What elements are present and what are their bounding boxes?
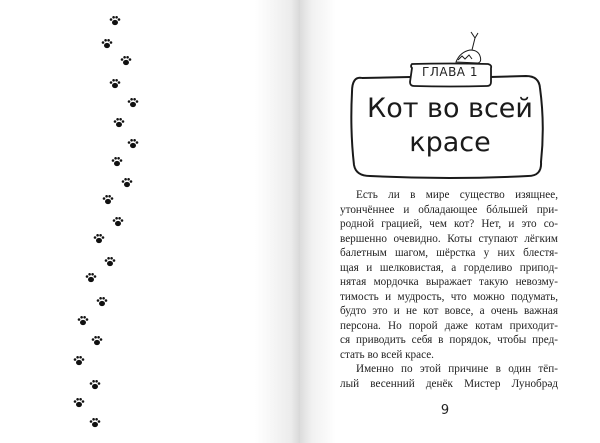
paw-print-icon <box>121 177 133 189</box>
text-line: персона. Но порой даже котам приходит- <box>340 319 558 332</box>
paw-print-icon <box>102 194 114 206</box>
text-line: нятая мордочка выражает такую невозму- <box>340 276 558 288</box>
text-line: вершенно очевидно. Коты ступают лёгким <box>340 232 558 245</box>
paw-print-icon <box>73 397 85 409</box>
page-number: 9 <box>440 403 450 418</box>
text-line: родной грацией, чем кот? Нет, и это со- <box>340 218 558 230</box>
cat-illustration-icon <box>456 32 481 63</box>
paw-print-icon <box>85 272 97 284</box>
text-line: будто это и не кот вовсе, а очень важная <box>340 305 558 317</box>
paw-print-icon <box>112 216 124 228</box>
paw-print-icon <box>73 355 85 367</box>
text-line: щая и шелковистая, а горделиво припод- <box>340 261 558 274</box>
paw-print-icon <box>109 78 121 90</box>
right-page <box>300 0 600 443</box>
text-line: Есть ли в мире существо изящнее, <box>356 189 558 201</box>
text-line: стать во всей красе. <box>340 348 434 361</box>
paw-print-icon <box>93 233 105 245</box>
text-line: утончённее и обладающее бóльшей при- <box>340 203 558 216</box>
text-line: ся приводить себя в порядок, чтобы пред- <box>340 334 558 346</box>
text-line: тимость и мудрость, что можно подумать, <box>340 290 558 303</box>
paw-print-icon <box>120 55 132 67</box>
text-line: Именно по этой причине в один тёп- <box>356 363 558 375</box>
paw-print-icon <box>96 296 108 308</box>
paw-print-icon <box>89 417 101 429</box>
paw-print-icon <box>77 315 89 327</box>
text-line: лый весенний денёк Мистер Лунобрәд <box>340 377 558 390</box>
paw-print-icon <box>111 156 123 168</box>
chapter-label: ГЛАВА 1 <box>422 65 478 79</box>
text-line: балетным шагом, шёрстка у них блестя- <box>340 247 558 259</box>
chapter-title-line: Кот во всей <box>367 93 533 124</box>
paw-print-icon <box>127 97 139 109</box>
paw-print-icon <box>113 117 125 129</box>
paw-print-icon <box>101 38 113 50</box>
paw-print-icon <box>104 256 116 268</box>
chapter-title-line: красе <box>409 127 491 158</box>
paw-print-icon <box>91 335 103 347</box>
paw-print-icon <box>127 138 139 150</box>
paw-print-icon <box>109 15 121 27</box>
paw-print-icon <box>89 379 101 391</box>
body-text <box>340 188 558 391</box>
chapter-title <box>350 92 550 160</box>
